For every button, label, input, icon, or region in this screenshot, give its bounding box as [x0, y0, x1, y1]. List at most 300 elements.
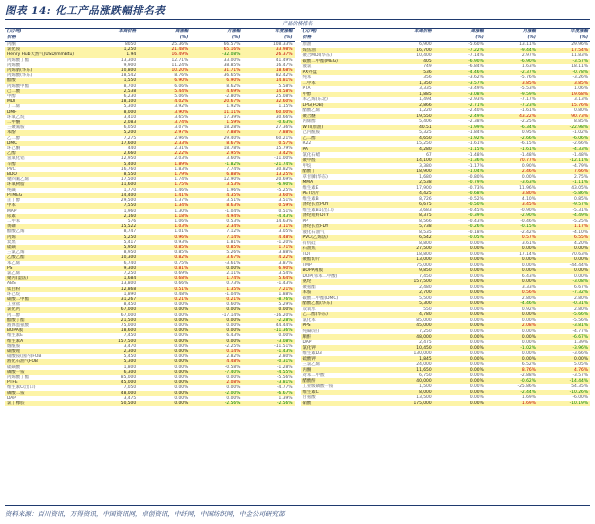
value-cell: 0.81%: [138, 266, 190, 271]
value-cell: 4.48%: [190, 359, 242, 364]
value-cell: 11.11%: [190, 110, 242, 115]
product-name-cell: 纯碱(轻): [301, 329, 382, 335]
product-name-cell: 醋酸乙酯(华东): [301, 301, 382, 307]
value-cell: 29.40%: [190, 136, 242, 141]
value-cell: 0.92%: [486, 307, 538, 313]
value-cell: 6,740: [86, 261, 138, 266]
product-name-cell: PET切片: [301, 191, 382, 197]
product-name-cell: PS: [5, 266, 86, 271]
col-header-week-unit: (%): [138, 35, 190, 42]
value-cell: 32.60%: [242, 99, 294, 104]
product-name-cell: 维生素B1(出口): [301, 208, 382, 214]
value-cell: -1.02%: [486, 345, 538, 351]
value-cell: 0.75%: [138, 261, 190, 266]
value-cell: -1.43%: [242, 281, 294, 286]
value-cell: 3,335: [382, 86, 434, 92]
value-cell: 0.80%: [538, 108, 590, 114]
value-cell: -8.76%: [242, 297, 294, 302]
value-cell: -4.43%: [242, 214, 294, 219]
product-name-cell: 醋酸丁酯: [5, 318, 86, 323]
value-cell: 16,760: [86, 167, 138, 172]
value-cell: 24,000: [382, 362, 434, 368]
value-cell: 5,300: [86, 359, 138, 364]
product-name-cell: 己二酸: [5, 89, 86, 94]
value-cell: -2.42%: [486, 230, 538, 236]
value-cell: -2.38%: [434, 119, 486, 125]
value-cell: 0.00%: [486, 279, 538, 285]
value-cell: 17,500: [86, 177, 138, 182]
value-cell: 4.94%: [190, 214, 242, 219]
value-cell: -0.79%: [434, 180, 486, 186]
value-cell: 85,000: [382, 318, 434, 324]
value-cell: 1.03%: [138, 224, 190, 229]
value-cell: 3,475: [86, 396, 138, 401]
value-cell: 6,542: [382, 235, 434, 241]
value-cell: 0.56%: [486, 290, 538, 296]
product-name-cell: 尿素: [5, 214, 86, 219]
value-cell: 67,000: [86, 313, 138, 318]
product-name-cell: 丙烯: [5, 235, 86, 240]
value-cell: 1,960: [86, 209, 138, 214]
value-cell: 13.11%: [486, 42, 538, 48]
value-cell: 0.00%: [190, 396, 242, 401]
value-cell: 0.85%: [138, 250, 190, 255]
source-note: 资料来源：百川资讯，万得资讯，中国资讯网，卓创资讯，中纤网，中国纺织网，中金公司研究部: [5, 510, 285, 518]
value-cell: 21.48%: [138, 47, 190, 52]
product-name-cell: 维生素A: [5, 339, 86, 344]
value-cell: 0.00%: [434, 395, 486, 401]
value-cell: 8,535: [382, 230, 434, 236]
value-cell: 3.13%: [538, 97, 590, 103]
value-cell: 0.00%: [434, 285, 486, 291]
value-cell: -6.67%: [538, 334, 590, 340]
product-name-cell: PX外盘: [301, 70, 382, 76]
value-cell: 6.43%: [190, 333, 242, 338]
value-cell: 157,500: [382, 279, 434, 285]
value-cell: 1.01%: [138, 229, 190, 234]
value-cell: 12,868: [86, 287, 138, 292]
value-cell: 10.20%: [138, 68, 190, 73]
value-cell: 41.49%: [242, 58, 294, 63]
value-cell: -5.60%: [434, 42, 486, 48]
value-cell: 0.21%: [190, 297, 242, 302]
value-cell: 749: [382, 64, 434, 70]
value-cell: -9.44%: [486, 48, 538, 54]
value-cell: 1.89%: [138, 162, 190, 167]
value-cell: 2.34%: [190, 224, 242, 229]
value-cell: 18.68%: [242, 68, 294, 73]
value-cell: 70.63%: [538, 252, 590, 258]
value-cell: 70.77%: [486, 158, 538, 164]
value-cell: 0.95%: [486, 130, 538, 136]
value-cell: 157,500: [86, 339, 138, 344]
value-cell: 1.34%: [138, 203, 190, 208]
value-cell: 10,300: [86, 255, 138, 260]
value-cell: 2.33%: [138, 141, 190, 146]
value-cell: 10,800: [86, 68, 138, 73]
value-cell: 0.00%: [434, 362, 486, 368]
value-cell: 356: [382, 75, 434, 81]
product-name-cell: 丁二烯: [5, 104, 86, 109]
value-cell: -0.52%: [434, 196, 486, 202]
value-cell: 3.45%: [486, 202, 538, 208]
ranking-title: 产品价格排名: [5, 19, 590, 28]
value-cell: 3.05%: [242, 229, 294, 234]
product-name-cell: ABS: [5, 281, 86, 286]
value-cell: 13,800: [86, 281, 138, 286]
product-name-cell: 纯苯: [301, 75, 382, 81]
value-cell: -9.59%: [486, 92, 538, 98]
value-cell: 75,000: [86, 323, 138, 328]
value-cell: 18.11%: [538, 64, 590, 70]
value-cell: 2.97%: [138, 130, 190, 135]
value-cell: -1.04%: [190, 209, 242, 214]
value-cell: -14.44%: [538, 378, 590, 384]
value-cell: 60.00%: [242, 110, 294, 115]
value-cell: -1.48%: [434, 152, 486, 158]
value-cell: 40,000: [382, 378, 434, 384]
value-cell: 0.00%: [538, 268, 590, 274]
value-cell: 2.31%: [138, 146, 190, 151]
value-cell: 2,538: [382, 180, 434, 186]
product-name-cell: 氯化苯: [301, 318, 382, 324]
value-cell: 1,800: [86, 365, 138, 370]
col-header-month-unit: (%): [486, 35, 538, 42]
value-cell: 405: [382, 59, 434, 65]
value-cell: 2.03%: [138, 156, 190, 161]
value-cell: 8,800: [382, 241, 434, 247]
value-cell: 8,375: [382, 213, 434, 219]
col-header-unit: (元/吨): [301, 29, 382, 36]
value-cell: 66.57%: [190, 42, 242, 48]
product-name-cell: 碳酸二甲酯: [5, 297, 86, 302]
value-cell: 3,410: [86, 115, 138, 120]
value-cell: 1.79%: [138, 172, 190, 177]
value-cell: 6.88%: [190, 172, 242, 177]
product-name-cell: 硫磺酸: [5, 365, 86, 370]
product-name-cell: 氯化石蜡: [301, 152, 382, 158]
product-name-cell: 涤纶长丝FDY: [301, 224, 382, 230]
value-cell: 0.59%: [242, 203, 294, 208]
value-cell: 0.00%: [138, 302, 190, 307]
value-cell: 5,300: [382, 301, 434, 307]
value-cell: 0.00%: [486, 340, 538, 346]
product-name-cell: 煤焦油: [301, 48, 382, 54]
product-name-cell: 硝酸铵(国内)FOB: [5, 354, 86, 359]
value-cell: -4.79%: [538, 163, 590, 169]
value-cell: 0.21%: [138, 297, 190, 302]
value-cell: -1.17%: [434, 163, 486, 169]
product-name-cell: 顺酐: [301, 334, 382, 340]
value-cell: -4.46%: [486, 301, 538, 307]
product-name-cell: 乙酸乙酯: [5, 255, 86, 260]
value-cell: 8.76%: [138, 73, 190, 78]
value-cell: 4,780: [382, 312, 434, 318]
value-cell: 10,450: [382, 345, 434, 351]
value-cell: 7,250: [382, 329, 434, 335]
value-cell: 11.24%: [138, 63, 190, 68]
value-cell: 175,000: [382, 401, 434, 407]
product-name-cell: 氯化钾: [301, 345, 382, 351]
value-cell: 8.63%: [190, 203, 242, 208]
value-cell: 0.90%: [486, 163, 538, 169]
value-cell: 1.94: [86, 52, 138, 57]
value-cell: 0.00%: [434, 307, 486, 313]
left-table-body: [5, 42, 295, 407]
value-cell: 0.00%: [138, 385, 190, 390]
value-cell: -5.86%: [538, 191, 590, 197]
product-name-cell: DAP: [301, 340, 382, 346]
value-cell: 6.67%: [538, 285, 590, 291]
value-cell: 4.69%: [190, 89, 242, 94]
value-cell: 1.81%: [190, 240, 242, 245]
value-cell: 20.69%: [242, 177, 294, 182]
value-cell: 13,300: [86, 58, 138, 63]
value-cell: 33.00%: [190, 58, 242, 63]
product-name-cell: 工业盐: [5, 302, 86, 307]
value-cell: 0.93%: [138, 240, 190, 245]
product-name-cell: 涤纶长丝POY: [301, 202, 382, 208]
product-name-cell: 氯乙烯: [5, 271, 86, 276]
col-header-year-unit: (%): [538, 35, 590, 42]
col-header-week: 周涨幅: [138, 29, 190, 36]
value-cell: 0.00%: [434, 356, 486, 362]
value-cell: 8,726: [382, 196, 434, 202]
value-cell: 0.00%: [138, 349, 190, 354]
value-cell: 8,450: [86, 302, 138, 307]
value-cell: -4.77%: [538, 329, 590, 335]
right-table-body: [301, 42, 591, 407]
value-cell: -5.56%: [242, 375, 294, 380]
value-cell: 8050: [86, 42, 138, 48]
value-cell: -3.49%: [434, 86, 486, 92]
value-cell: 0.00%: [138, 328, 190, 333]
product-name-cell: 己内酰胺: [301, 130, 382, 136]
value-cell: 1,680: [382, 174, 434, 180]
value-cell: -0.90%: [486, 208, 538, 214]
value-cell: 15.76%: [538, 103, 590, 109]
value-cell: -3.81%: [538, 323, 590, 329]
value-cell: 2.96%: [138, 136, 190, 141]
value-cell: -0.68%: [434, 191, 486, 197]
value-cell: 14.58%: [242, 89, 294, 94]
value-cell: -0.26%: [434, 224, 486, 230]
product-name-cell: 乙二醇: [301, 136, 382, 142]
value-cell: -2.66%: [538, 141, 590, 147]
value-cell: 7,450: [382, 274, 434, 280]
value-cell: -3.57%: [434, 81, 486, 87]
value-cell: -6.90%: [434, 59, 486, 65]
product-name-cell: 有机硅: [301, 241, 382, 247]
value-cell: 0.00%: [434, 241, 486, 247]
value-cell: 0.00%: [434, 390, 486, 396]
value-cell: 67: [382, 152, 434, 158]
value-cell: 11,600: [86, 182, 138, 187]
product-name-cell: 丙烯酸: [5, 63, 86, 68]
value-cell: 1.88%: [242, 292, 294, 297]
value-cell: 2,475: [382, 340, 434, 346]
value-cell: 27.36%: [242, 125, 294, 130]
value-cell: 8,000: [86, 110, 138, 115]
value-cell: -3.08%: [538, 279, 590, 285]
value-cell: -11.36%: [242, 328, 294, 333]
value-cell: 0.51%: [138, 287, 190, 292]
value-cell: 8,747: [86, 229, 138, 234]
value-cell: 4,280: [382, 147, 434, 153]
value-cell: -7.32%: [538, 290, 590, 296]
value-cell: 4.22%: [242, 255, 294, 260]
product-name-cell: Henry Hub天然气(USD/mmBtu): [5, 52, 86, 57]
product-name-cell: 三聚氰胺: [5, 125, 86, 130]
value-cell: 2,480: [382, 285, 434, 291]
value-cell: -3.08%: [242, 339, 294, 344]
value-cell: 33.98%: [242, 47, 294, 52]
value-cell: 7,550: [86, 203, 138, 208]
value-cell: 7.74%: [190, 167, 242, 172]
value-cell: 0.00%: [486, 312, 538, 318]
value-cell: 7.12%: [190, 229, 242, 234]
value-cell: 2.08%: [190, 380, 242, 385]
value-cell: 0.00%: [434, 334, 486, 340]
value-cell: 2.80%: [242, 354, 294, 359]
value-cell: 0.00%: [434, 351, 486, 357]
value-cell: 29.96%: [538, 42, 590, 48]
value-cell: -1.11%: [538, 180, 590, 186]
value-cell: -2.93%: [434, 97, 486, 103]
product-name-cell: 三氯乙烯: [301, 362, 382, 368]
value-cell: 8,950: [86, 250, 138, 255]
value-cell: 1.71%: [242, 245, 294, 250]
value-cell: 18,600: [86, 328, 138, 333]
product-name-cell: 硫磺: [5, 245, 86, 250]
value-cell: 1.39%: [538, 340, 590, 346]
product-name-cell: 工业级磷酸一铵: [301, 384, 382, 390]
value-cell: 0.00%: [538, 274, 590, 280]
col-header-week: 周涨幅: [434, 29, 486, 36]
value-cell: -1.02%: [538, 130, 590, 136]
value-cell: -0.62%: [486, 378, 538, 384]
value-cell: 0.00%: [486, 268, 538, 274]
value-cell: -11.51%: [242, 344, 294, 349]
product-name-cell: WTI(原油): [301, 125, 382, 131]
right-price-table: [301, 28, 591, 406]
product-name-cell: DMC: [5, 141, 86, 146]
value-cell: 2,866: [382, 103, 434, 109]
col-header-unit: (元/吨): [5, 29, 86, 36]
value-cell: 0.00%: [138, 344, 190, 349]
value-cell: 0.00%: [190, 339, 242, 344]
product-name-cell: 氨纶: [301, 279, 382, 285]
value-cell: 12.71%: [138, 58, 190, 63]
value-cell: 6,230: [86, 94, 138, 99]
value-cell: -1.61%: [486, 108, 538, 114]
product-name-cell: 磷酸一铵: [5, 370, 86, 375]
value-cell: 11,650: [382, 367, 434, 373]
value-cell: -6.00%: [538, 395, 590, 401]
value-cell: -1.04%: [434, 169, 486, 175]
value-cell: 0.00%: [486, 318, 538, 324]
product-name-cell: 氯丁橡胶: [5, 401, 86, 406]
value-cell: 60.21%: [242, 136, 294, 141]
value-cell: -4.55%: [242, 370, 294, 375]
left-price-table: [5, 28, 295, 406]
value-cell: 0.00%: [190, 307, 242, 312]
value-cell: 2.75%: [538, 174, 590, 180]
value-cell: 0.66%: [138, 281, 190, 286]
value-cell: 38.85%: [190, 63, 242, 68]
value-cell: -2.56%: [190, 401, 242, 406]
value-cell: -6.90%: [242, 182, 294, 187]
value-cell: 0.00%: [434, 279, 486, 285]
value-cell: 5.58%: [242, 84, 294, 89]
value-cell: 0.00%: [434, 345, 486, 351]
value-cell: 75,000: [382, 263, 434, 269]
value-cell: -10.26%: [538, 390, 590, 396]
value-cell: 5,406: [382, 119, 434, 125]
value-cell: -0.78%: [538, 70, 590, 76]
value-cell: 1,550: [86, 78, 138, 83]
value-cell: 0.00%: [138, 396, 190, 401]
value-cell: 0.00%: [434, 384, 486, 390]
value-cell: 0.00%: [138, 313, 190, 318]
product-name-cell: PVC: [5, 167, 86, 172]
value-cell: 536: [382, 70, 434, 76]
value-cell: 0.00%: [138, 370, 190, 375]
value-cell: 17.14%: [486, 252, 538, 258]
col-header-year: 年度涨幅: [242, 29, 294, 36]
value-cell: -3.62%: [434, 75, 486, 81]
value-cell: 0.00%: [434, 318, 486, 324]
product-name-cell: 环氧树脂: [5, 182, 86, 187]
value-cell: 1,890: [86, 292, 138, 297]
product-name-cell: PPS: [301, 323, 382, 329]
value-cell: 0.00%: [138, 380, 190, 385]
value-cell: -7.14%: [434, 53, 486, 59]
value-cell: 5,417: [86, 240, 138, 245]
value-cell: -2.37%: [486, 70, 538, 76]
value-cell: 1,350: [382, 81, 434, 87]
value-cell: 4.20%: [538, 241, 590, 247]
value-cell: -5.56%: [538, 318, 590, 324]
product-name-cell: 环己烷: [5, 292, 86, 297]
value-cell: 14.63%: [242, 219, 294, 224]
value-cell: -2.56%: [242, 401, 294, 406]
product-name-cell: 碳酸二甲酯(MEG): [301, 59, 382, 65]
product-name-cell: 甲醇: [301, 92, 382, 98]
value-cell: 0.69%: [138, 271, 190, 276]
value-cell: 0.00%: [434, 274, 486, 280]
value-cell: 1.17%: [538, 224, 590, 230]
value-cell: 1.46%: [138, 188, 190, 193]
product-name-cell: PP: [301, 219, 382, 225]
value-cell: -1.82%: [190, 162, 242, 167]
value-cell: 31.71%: [190, 68, 242, 73]
value-cell: 8.62%: [190, 84, 242, 89]
value-cell: 0.00%: [538, 356, 590, 362]
value-cell: 0.00%: [434, 401, 486, 407]
value-cell: 19.68%: [538, 92, 590, 98]
value-cell: 3.51%: [190, 198, 242, 203]
product-name-cell: 二甲醚: [5, 120, 86, 125]
value-cell: 0.00%: [434, 252, 486, 258]
value-cell: 0.53%: [190, 219, 242, 224]
value-cell: 0.00%: [138, 333, 190, 338]
product-name-cell: 苯胺: [301, 290, 382, 296]
value-cell: 30.82%: [242, 167, 294, 172]
value-cell: 45,000: [86, 380, 138, 385]
value-cell: -7.17%: [486, 97, 538, 103]
col-header-name: 价格: [301, 35, 382, 42]
